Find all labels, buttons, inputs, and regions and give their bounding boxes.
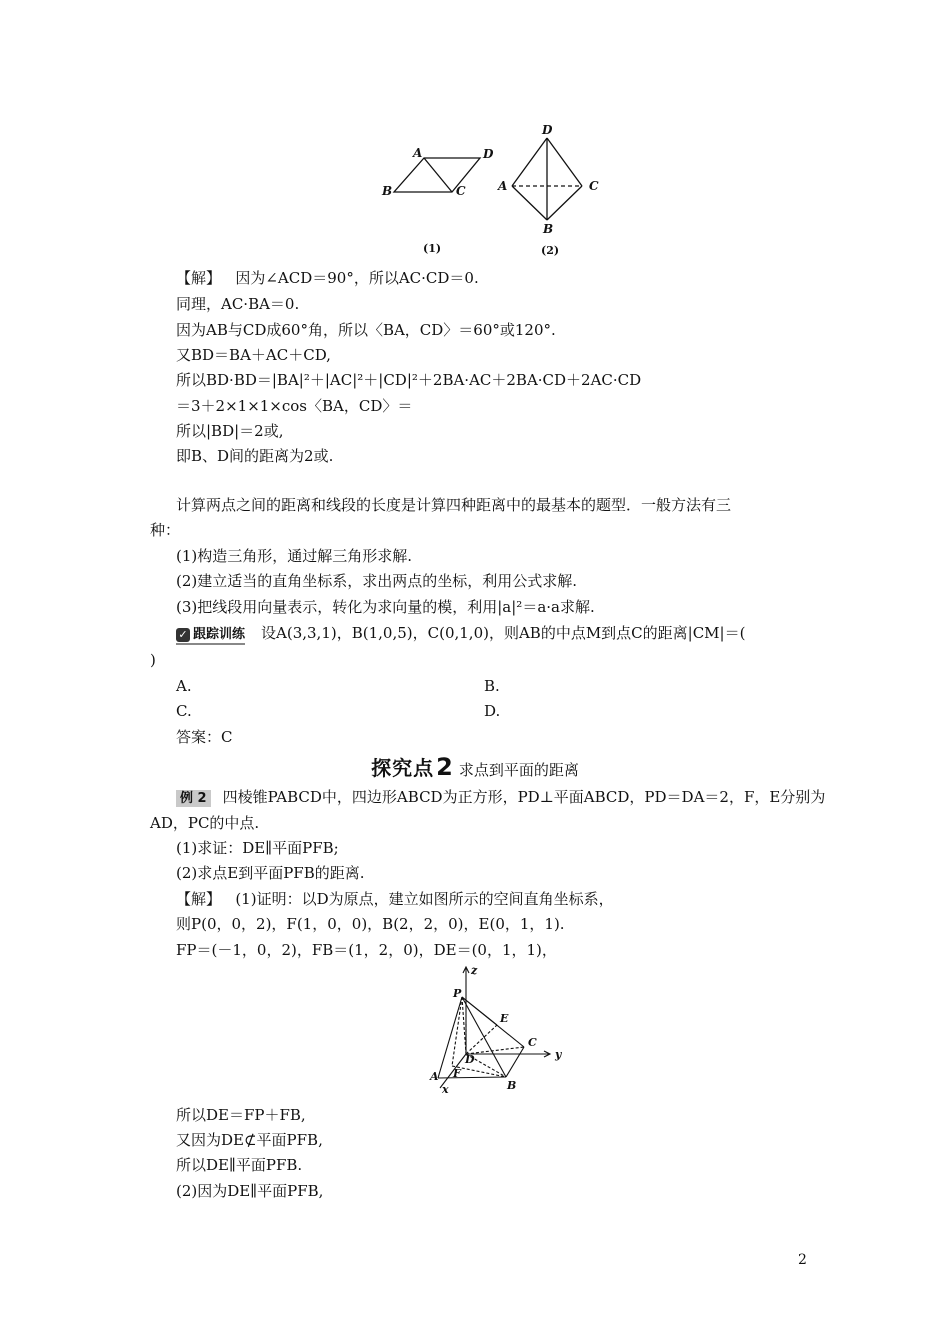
page-number: 2: [798, 1252, 807, 1268]
fig2-label-b: B: [543, 222, 554, 236]
method-item-1: (1)构造三角形，通过解三角形求解.: [176, 547, 413, 565]
fig3-label-d: D: [465, 1053, 475, 1066]
fig1-label-d: D: [483, 147, 494, 161]
practice-answer: 答案：C: [176, 728, 233, 746]
check-icon: ✓: [176, 628, 190, 642]
fig3-label-a: A: [430, 1070, 439, 1083]
fig3-label-b: B: [507, 1079, 517, 1092]
example2-sol-line-1: [176, 889, 614, 909]
method-intro-2: 种：: [150, 521, 181, 539]
example2-sol-tag: 【解】: [176, 890, 222, 908]
fig2-caption: (2): [541, 244, 560, 257]
practice-option-d: D.: [484, 702, 501, 720]
fig2-label-a: A: [498, 179, 508, 193]
fig1-label-b: B: [382, 184, 393, 198]
example2-sol-text-1: (1)证明：以D为原点，建立如图所示的空间直角坐标系，: [235, 890, 614, 908]
fig3-label-y: y: [555, 1048, 562, 1061]
example2-sol-line-2: 则P(0，0，2)，F(1，0，0)，B(2，2，0)，E(0，1，1).: [176, 915, 565, 933]
example2-sol-line-3: FP＝(－1，0，2)，FB＝(1，2，0)，DE＝(0，1，1)，: [176, 941, 557, 959]
fig1-label-c: C: [456, 184, 466, 198]
example2-badge: 例 2: [176, 790, 211, 807]
figure-2-tetrahedron: [492, 120, 612, 260]
figure-3-pyramid: [420, 962, 570, 1097]
solution1-line-7: 所以|BD|＝2或,: [176, 422, 284, 440]
practice-line-1: [176, 623, 745, 645]
solution1-line-1: [176, 268, 479, 288]
example2-line-1: [176, 787, 825, 807]
figure-1-parallelogram: [372, 140, 502, 260]
fig3-label-p: P: [453, 987, 462, 1000]
solution1-line-3: 因为AB与CD成60°角，所以〈BA，CD〉＝60°或120°.: [176, 321, 556, 339]
example2-after-3: 所以DE∥平面PFB.: [176, 1156, 303, 1174]
practice-badge: [176, 627, 245, 645]
fig3-label-c: C: [528, 1036, 537, 1049]
method-item-3: (3)把线段用向量表示，转化为求向量的模，利用|a|²＝a·a求解.: [176, 598, 595, 616]
example2-text-1: 四棱锥PABCD中，四边形ABCD为正方形，PD⊥平面ABCD，PD＝DA＝2，F，E分别为: [222, 788, 826, 806]
fig2-label-d: D: [542, 123, 553, 137]
solution1-line-2: 同理，AC·BA＝0.: [176, 295, 300, 313]
fig3-label-x: x: [442, 1083, 449, 1096]
section-subtitle: 求点到平面的距离: [458, 761, 579, 779]
solution1-tag: 【解】: [176, 269, 222, 287]
section-title: 探究点: [371, 756, 435, 780]
solution1-line-8: 即B、D间的距离为2或.: [176, 447, 334, 465]
fig1-label-a: A: [413, 146, 423, 160]
example2-line-2: AD，PC的中点.: [150, 814, 260, 832]
method-item-2: (2)建立适当的直角坐标系，求出两点的坐标，利用公式求解.: [176, 572, 578, 590]
practice-question-2: ): [150, 651, 156, 669]
solution1-text-1: 因为∠ACD＝90°，所以AC·CD＝0.: [235, 269, 479, 287]
fig3-label-e: E: [500, 1012, 509, 1025]
fig3-label-f: F: [453, 1067, 461, 1080]
example2-after-4: (2)因为DE∥平面PFB,: [176, 1182, 324, 1200]
practice-option-a: A.: [176, 677, 192, 695]
fig1-caption: (1): [423, 242, 442, 255]
example2-after-2: 又因为DE⊄平面PFB,: [176, 1131, 323, 1149]
fig2-label-c: C: [589, 179, 599, 193]
solution1-line-4: 又BD＝BA＋AC＋CD,: [176, 346, 331, 364]
example2-sub-2: (2)求点E到平面PFB的距离.: [176, 864, 365, 882]
practice-badge-label: 跟踪训练: [193, 627, 246, 642]
solution1-line-5: 所以BD·BD＝|BA|²＋|AC|²＋|CD|²＋2BA·AC＋2BA·CD＋2AC·CD: [176, 371, 642, 389]
solution1-line-6: ＝3＋2×1×1×cos〈BA，CD〉＝: [176, 397, 413, 415]
practice-option-c: C.: [176, 702, 192, 720]
fig3-label-z: z: [471, 964, 478, 977]
example2-sub-1: (1)求证：DE∥平面PFB;: [176, 839, 339, 857]
practice-question-1: 设A(3,3,1)，B(1,0,5)，C(0,1,0)，则AB的中点M到点C的距离|CM|＝(: [261, 624, 746, 642]
practice-option-b: B.: [484, 677, 500, 695]
section-heading: [0, 752, 950, 781]
example2-after-1: 所以DE＝FP＋FB,: [176, 1106, 306, 1124]
method-intro-1: 计算两点之间的距离和线段的长度是计算四种距离中的最基本的题型．一般方法有三: [176, 496, 732, 514]
section-number: 2: [436, 753, 453, 781]
